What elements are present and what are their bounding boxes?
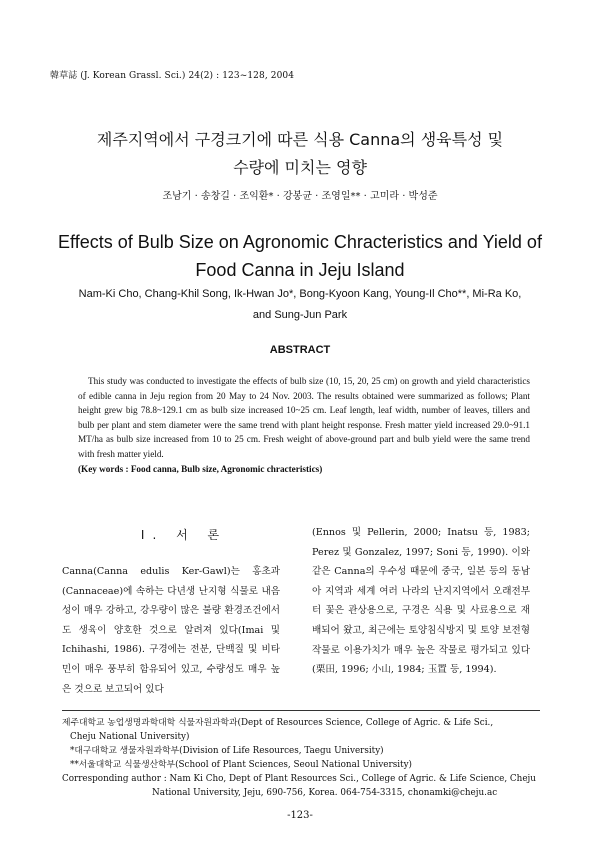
korean-title-line-1: 제주지역에서 구경크기에 따른 식용 Canna의 생육특성 및 xyxy=(96,130,504,149)
corresponding-author: Corresponding author : Nam Ki Cho, Dept of Plant Resources Sci., College of Agric. & Life Science, Cheju xyxy=(62,774,536,784)
section-heading-introduction: I. 서 론 xyxy=(140,528,228,542)
affiliation-2: *대구대학교 생물자원과학부(Division of Life Resources, Taegu University) xyxy=(70,746,384,756)
abstract-heading: ABSTRACT xyxy=(269,344,331,356)
footnotes xyxy=(62,716,542,800)
english-authors-line-1: Nam-Ki Cho, Chang-Khil Song, Ik-Hwan Jo*, Bong-Kyoon Kang, Young-Il Cho**, Mi-Ra Ko, xyxy=(78,288,522,300)
korean-authors: 조남기 · 송창길 · 조익환* · 강봉균 · 조영일** · 고미라 · 박성준 xyxy=(162,191,438,202)
affiliation-3: **서울대학교 식물생산학부(School of Plant Sciences, Seoul National University) xyxy=(70,760,412,770)
page-number: -123- xyxy=(287,810,313,821)
english-title xyxy=(0,228,600,284)
corresponding-author-cont: National University, Jeju, 690-756, Korea. 064-754-3315, chonamki@cheju.ac xyxy=(152,788,498,798)
korean-title-line-2: 수량에 미치는 영향 xyxy=(233,158,367,177)
affiliation-1: 제주대학교 농업생명과학대학 식물자원과학과(Dept of Resources Science, College of Agric. & Life Sci., xyxy=(62,718,494,728)
english-authors xyxy=(0,284,600,326)
journal-header: 韓草誌 (J. Korean Grassl. Sci.) 24(2) : 123~128, 2004 xyxy=(50,71,295,81)
english-title-line-2: Food Canna in Jeju Island xyxy=(195,260,405,280)
english-title-line-1: Effects of Bulb Size on Agronomic Chracteristics and Yield of xyxy=(58,232,542,252)
left-column xyxy=(62,562,280,699)
right-column-text: (Ennos 및 Pellerin, 2000; Inatsu 등, 1983; Perez 및 Gonzalez, 1997; Soni 등, 1990). 이와같은 Canna의 우수성 때문에 중국, 일본 등의 동남아 지역과 세계 여러 나라의 난지지역에서 오래전부터 꽃은 관상용으로, 구경은 식용 및 사료용으로 재배되어 왔고, 최근에는 토양침식방지 및 토양 보전형 작물로 이용가치가 매우 높은 작물로 평가되고 있다(栗田, 1996; 小山, 1984; 玉置 등, 1994). xyxy=(312,527,530,676)
right-column xyxy=(312,523,530,680)
keywords: (Key words : Food canna, Bulb size, Agronomic chracteristics) xyxy=(78,463,323,474)
affiliation-1-cont: Cheju National University) xyxy=(70,732,190,742)
left-column-text: Canna(Canna edulis Ker-Gawl)는 홍초과(Cannaceae)에 속하는 다년생 난지형 식물로 내음성이 매우 강하고, 강우량이 많은 불량 환경조건에서도 생육이 양호한 것으로 알려져 있다(Imai 및 Ichihashi, 1986). 구경에는 전분, 단백질 및 비타민이 매우 풍부히 함유되어 있고, 수량성도 매우 높은 것으로 보고되어 있다 xyxy=(62,566,280,695)
footnote-divider xyxy=(62,710,540,711)
english-authors-line-2: and Sung-Jun Park xyxy=(252,309,348,321)
abstract-body xyxy=(78,374,530,476)
abstract-text: This study was conducted to investigate the effects of bulb size (10, 15, 20, 25 cm) on growth and yield characteristics of edible canna in Jeju region from 20 May to 24 Nov. 2003. The results obtained were summarized as follows; Plant height grew big 78.8~129.1 cm as bulb size increased 10~25 cm. Leaf length, leaf width, number of leaves, tillers and bulb per plant and stem diameter were the same trend with plant height response. Fresh matter yield increased 29.0~91.1 MT/ha as bulb size increased from 10 to 25 cm. Fresh weight of above-ground part and bulb yield were the same trend with fresh matter yield. xyxy=(78,376,530,459)
